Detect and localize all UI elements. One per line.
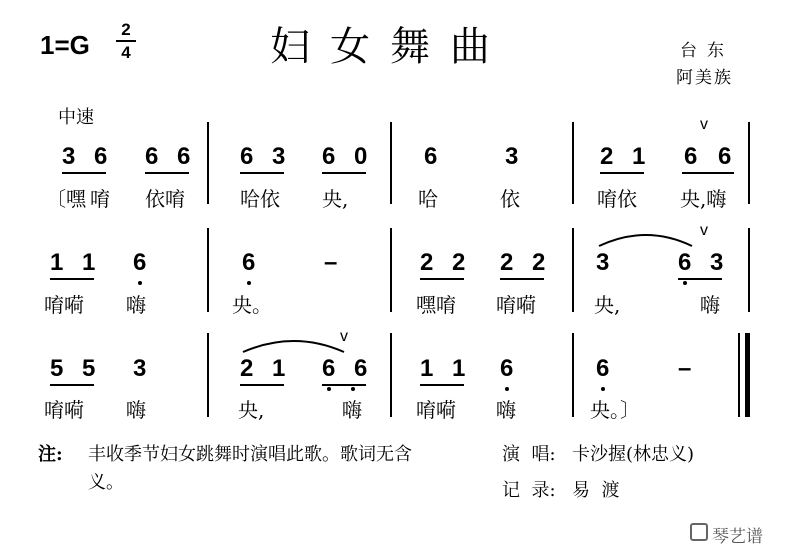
note-underline	[682, 172, 734, 174]
bar-line	[572, 333, 574, 417]
bar-line	[572, 228, 574, 312]
note-underline	[50, 384, 94, 386]
low-octave-dot	[138, 281, 142, 285]
song-title: 妇女舞曲	[270, 24, 510, 70]
lyric: 嗨	[496, 398, 516, 422]
lyric: 依	[500, 187, 520, 211]
note: 3	[505, 143, 519, 170]
singer-name: 卡沙握(林忠义)	[572, 444, 695, 465]
lyric: 嗨	[126, 398, 146, 422]
note-underline	[240, 384, 284, 386]
note: 6	[133, 249, 147, 276]
ethnic-label: 阿美族	[676, 68, 733, 88]
low-octave-dot	[247, 281, 251, 285]
note-group: 5 5	[50, 355, 102, 382]
low-octave-dot	[327, 387, 331, 391]
bar-line	[390, 122, 392, 204]
lyric: 哈依	[240, 187, 280, 211]
lyric: 唷嗬	[44, 293, 84, 317]
lyric: 央,	[594, 293, 621, 317]
note-underline	[678, 278, 722, 280]
lyric: 嗨	[126, 293, 146, 317]
lyric: 央。〕	[590, 398, 640, 422]
region-label: 台东	[680, 41, 734, 61]
note: 3	[596, 249, 610, 276]
note-group: 6 6	[145, 143, 197, 170]
lyric: 央,	[238, 398, 265, 422]
lyric: 央,	[322, 187, 349, 211]
slur	[596, 228, 696, 252]
note-underline	[240, 172, 284, 174]
lyric: 嘿唷	[416, 293, 456, 317]
slur	[240, 334, 348, 358]
low-octave-dot	[683, 281, 687, 285]
time-signature	[116, 20, 136, 62]
note-group: 3 6	[62, 143, 114, 170]
lyric: 依唷	[145, 187, 185, 211]
note: 3	[133, 355, 147, 382]
recorder-label: 记 录:	[502, 480, 556, 501]
final-bar-thin	[738, 333, 740, 417]
note: 6	[500, 355, 514, 382]
note-group: 2 1	[240, 355, 292, 382]
note-text-line1: 丰收季节妇女跳舞时演唱此歌。歌词无含	[88, 444, 412, 465]
note: 6	[684, 143, 698, 170]
note-underline	[50, 278, 94, 280]
note-group: 6 3	[678, 249, 730, 276]
lyric: 唷依	[597, 187, 637, 211]
lyric: 央。	[232, 293, 272, 317]
note-underline	[145, 172, 189, 174]
note: 6	[718, 143, 732, 170]
lyric: 唷嗬	[416, 398, 456, 422]
note-underline	[500, 278, 544, 280]
note: 6	[424, 143, 438, 170]
note: 6	[242, 249, 256, 276]
note-text-line2: 义。	[88, 472, 124, 493]
low-octave-dot	[601, 387, 605, 391]
dash: –	[324, 249, 338, 276]
note-group: 1 1	[420, 355, 472, 382]
lyric: 唷嗬	[44, 398, 84, 422]
note-group: 6 0	[322, 143, 374, 170]
watermark-logo: 琴艺谱	[712, 527, 763, 546]
final-bar-thick	[745, 333, 750, 417]
note-underline	[420, 384, 464, 386]
note-group: 2 1	[600, 143, 652, 170]
singer-label: 演 唱:	[502, 444, 556, 465]
note-group: 6 6	[322, 355, 374, 382]
key-signature: 1=G	[40, 30, 90, 60]
note: 6	[596, 355, 610, 382]
low-octave-dot	[351, 387, 355, 391]
low-octave-dot	[505, 387, 509, 391]
lyric: 嗨	[342, 398, 362, 422]
note-group: 1 1	[50, 249, 102, 276]
note-group: 2 2	[500, 249, 552, 276]
bar-line	[207, 228, 209, 312]
note-group: 6 3	[240, 143, 292, 170]
bar-line	[748, 122, 750, 204]
lyric: 央,嗨	[680, 187, 727, 211]
lyric: 嗨	[700, 293, 720, 317]
time-signature-top: 2	[121, 20, 131, 39]
lyric: 唷	[90, 187, 110, 211]
time-signature-bottom: 4	[121, 43, 131, 62]
bar-line	[207, 122, 209, 204]
time-signature-divider	[116, 40, 136, 42]
bar-line	[390, 333, 392, 417]
accent-mark: v	[340, 328, 348, 345]
note-label: 注:	[38, 444, 63, 465]
logo-icon	[690, 523, 708, 541]
accent-mark: v	[700, 116, 708, 133]
note-underline	[62, 172, 106, 174]
bar-line	[572, 122, 574, 204]
tempo-mark: 中速	[58, 107, 94, 128]
lyric: 唷嗬	[496, 293, 536, 317]
note-group: 2 2	[420, 249, 472, 276]
note-underline	[420, 278, 464, 280]
accent-mark: v	[700, 222, 708, 239]
note-underline	[322, 172, 366, 174]
note-underline	[600, 172, 644, 174]
note-underline	[322, 384, 366, 386]
lyric: 哈	[418, 187, 438, 211]
dash: –	[678, 355, 692, 382]
recorder-name: 易 渡	[572, 480, 620, 501]
lyric: 〔嘿	[46, 187, 86, 211]
bar-line	[390, 228, 392, 312]
bar-line	[207, 333, 209, 417]
bar-line	[748, 228, 750, 312]
